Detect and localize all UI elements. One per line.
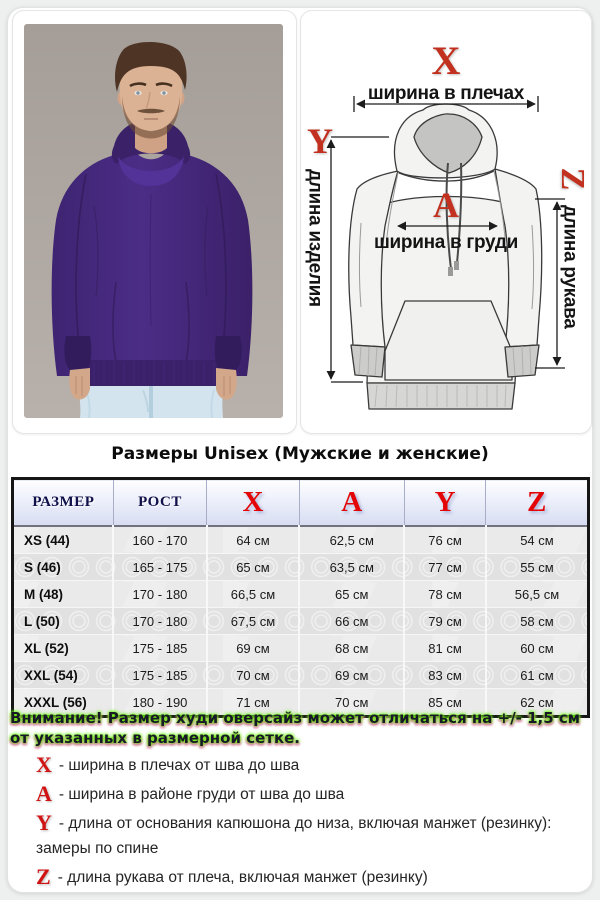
hoodie-sketch xyxy=(349,104,542,409)
table-row xyxy=(13,554,589,581)
col-header-z: Z xyxy=(486,479,589,527)
cell-size: S (46) xyxy=(24,559,61,575)
legend-item-y xyxy=(36,810,563,861)
table-row xyxy=(13,581,589,608)
size-table xyxy=(11,477,590,718)
diagram-caption-z: длина рукава xyxy=(559,205,581,329)
legend-text-y: - длина от основания капюшона до низа, включая манжет (резинку): замеры по спине xyxy=(36,815,552,857)
size-table-header-row xyxy=(13,479,589,527)
cell-a: 70 см xyxy=(299,689,404,717)
cell-height: 175 - 185 xyxy=(113,662,206,689)
cell-y: 79 см xyxy=(404,608,486,635)
table-row xyxy=(13,526,589,554)
col-header-a: A xyxy=(299,479,404,527)
cell-z: 58 см xyxy=(486,608,589,635)
cell-x: 66,5 см xyxy=(207,581,300,608)
legend-letter-z: Z xyxy=(36,864,51,889)
cell-height: 175 - 185 xyxy=(113,635,206,662)
cell-y: 78 см xyxy=(404,581,486,608)
legend-item-x xyxy=(36,752,563,778)
cell-y: 81 см xyxy=(404,635,486,662)
jeans xyxy=(78,384,224,418)
col-header-height: РОСТ xyxy=(113,479,206,527)
size-chart-title: Размеры Unisex (Мужские и женские) xyxy=(111,444,489,464)
measurement-diagram-panel xyxy=(300,10,592,434)
cell-height: 160 - 170 xyxy=(113,526,206,554)
col-header-x: X xyxy=(207,479,300,527)
cell-height: 170 - 180 xyxy=(113,581,206,608)
cell-size: XS (44) xyxy=(24,532,70,548)
model-photo-illustration xyxy=(24,24,283,418)
cell-z: 54 см xyxy=(486,526,589,554)
legend-letter-a: A xyxy=(36,781,52,806)
cell-y: 77 см xyxy=(404,554,486,581)
legend-text-a: - ширина в районе груди от шва до шва xyxy=(58,786,345,803)
diagram-caption-x: ширина в плечах xyxy=(367,83,525,104)
legend-item-z xyxy=(36,864,563,890)
cell-height: 165 - 175 xyxy=(113,554,206,581)
cell-z: 62 см xyxy=(486,689,589,717)
legend-letter-y: Y xyxy=(36,810,52,835)
cell-a: 63,5 см xyxy=(299,554,404,581)
cell-y: 76 см xyxy=(404,526,486,554)
cell-z: 56,5 см xyxy=(486,581,589,608)
cell-height: 180 - 190 xyxy=(113,689,206,717)
cell-x: 69 см xyxy=(207,635,300,662)
measurement-legend xyxy=(36,752,563,893)
cell-size: XXL (54) xyxy=(24,667,78,683)
cell-x: 67,5 см xyxy=(207,608,300,635)
diagram-caption-a: ширина в груди xyxy=(374,232,518,253)
diagram-label-x: X xyxy=(431,38,461,83)
oversize-warning-note: Внимание! Размер худи оверсайз может отличаться на +/- 1,5 см от указанных в размерной сетке. xyxy=(10,709,581,747)
legend-letter-x: X xyxy=(36,752,52,777)
col-header-size: РАЗМЕР xyxy=(13,479,114,527)
cell-a: 68 см xyxy=(299,635,404,662)
cell-x: 64 см xyxy=(207,526,300,554)
cell-x: 71 см xyxy=(207,689,300,717)
col-header-y: Y xyxy=(404,479,486,527)
cell-size: XL (52) xyxy=(24,640,69,656)
legend-text-x: - ширина в плечах от шва до шва xyxy=(58,757,300,774)
cell-size: L (50) xyxy=(24,613,60,629)
model-photo-panel xyxy=(12,10,297,434)
cell-size: M (48) xyxy=(24,586,64,602)
cell-z: 61 см xyxy=(486,662,589,689)
cell-a: 69 см xyxy=(299,662,404,689)
cell-a: 66 см xyxy=(299,608,404,635)
cell-z: 60 см xyxy=(486,635,589,662)
table-row xyxy=(13,635,589,662)
cell-x: 65 см xyxy=(207,554,300,581)
cell-x: 70 см xyxy=(207,662,300,689)
cell-y: 85 см xyxy=(404,689,486,717)
cell-size: XXXL (56) xyxy=(24,694,87,710)
legend-text-z: - длина рукава от плеча, включая манжет (резинку) xyxy=(57,869,428,886)
diagram-label-a: A xyxy=(433,185,459,225)
cell-height: 170 - 180 xyxy=(113,608,206,635)
legend-item-a xyxy=(36,781,563,807)
cell-a: 62,5 см xyxy=(299,526,404,554)
cell-y: 83 см xyxy=(404,662,486,689)
diagram-label-z: Z xyxy=(554,167,591,191)
diagram-label-y: Y xyxy=(307,121,333,161)
cell-z: 55 см xyxy=(486,554,589,581)
diagram-caption-y: длина изделия xyxy=(304,169,326,307)
table-row xyxy=(13,662,589,689)
table-row xyxy=(13,608,589,635)
cell-a: 65 см xyxy=(299,581,404,608)
